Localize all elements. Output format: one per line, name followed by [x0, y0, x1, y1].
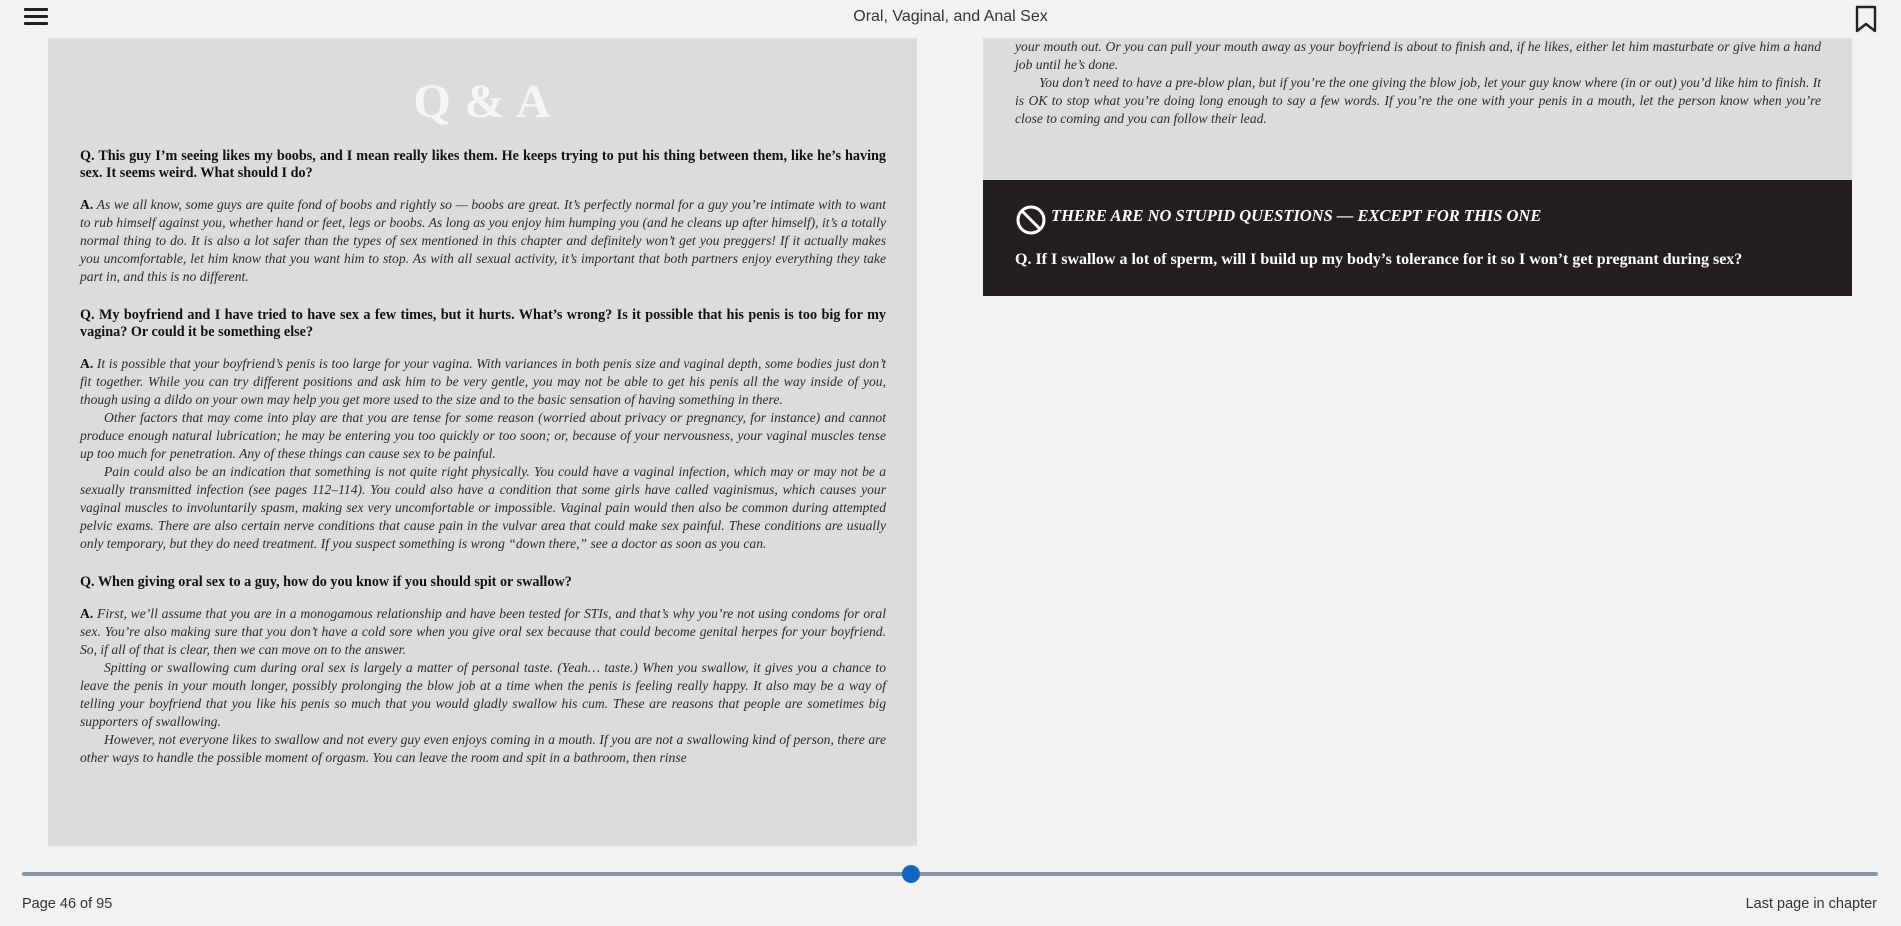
no-stupid-questions-callout: [983, 180, 1852, 296]
no-sign-icon: [1015, 204, 1047, 236]
left-page: [48, 38, 917, 846]
answer-paragraph: However, not everyone likes to swallow and not every guy even enjoys coming in a mouth. If you are not a swallowing kind of person, there are other ways to handle the possible moment of orgasm. You can leave the room and spit in a bathroom, then rinse: [80, 732, 886, 765]
answer-paragraph: [80, 355, 886, 409]
qa-content: [80, 148, 886, 767]
answer-label: A.: [80, 356, 94, 371]
answer-text: As we all know, some guys are quite fond of boobs and rightly so — boobs are great. It’s perfectly normal for a guy you’re intimate with to want to rub himself against you, whether hand or feet, legs or boobs. As long as you enjoy him humping you (and he cleans up after himself), it’s a totally normal thing to do. It is also a lot safer than the types of sex mentioned in this chapter and definitely won’t get you preggers! If it actually makes you uncomfortable, let him know that you want him to stop. As with all sexual activity, it’s important that both partners enjoy everything they take part in, and this is no different.: [80, 197, 886, 284]
question: Q. When giving oral sex to a guy, how do you know if you should spit or swallow?: [80, 574, 572, 590]
top-bar: [0, 0, 1901, 36]
bookmark-icon: [1854, 5, 1878, 33]
answer-paragraph: Other factors that may come into play are that you are tense for some reason (worried about privacy or pregnancy, for instance) and cannot produce enough natural lubrication; he may be entering you too quickly or too soon; or, because of your nervousness, your vaginal muscles tense up too much for penetration. Any of these things can cause sex to be painful.: [80, 410, 886, 461]
answer-paragraph: Spitting or swallowing cum during oral sex is largely a matter of personal taste. (Yeah… taste.) When you swallow, it gives you a chance to leave the penis in your mouth longer, possibly prolonging the blow job at a time when the penis is feeling really happy. It also may be a way of telling your boyfriend that you like his penis so much that you would gladly swallow his cum. These are reasons that people are sometimes big supporters of swallowing.: [80, 660, 886, 729]
bookmark-button[interactable]: [1854, 5, 1878, 33]
page-indicator: Page 46 of 95: [22, 896, 113, 912]
answer-paragraph: [80, 605, 886, 659]
answer-label: A.: [80, 197, 94, 212]
answer-text: It is possible that your boyfriend’s penis is too large for your vagina. With variances in both penis size and vaginal depth, some bodies just don’t fit together. While you can try different positions and ask him to be very gentle, you may not be able to get his penis all the way inside of you, though using a dildo on your own may help you get more used to the size and to the basic sensation of having something in there.: [80, 356, 887, 407]
page-slider-thumb[interactable]: [902, 865, 920, 883]
answer-paragraph: [80, 196, 886, 286]
qa-heading: Q & A: [413, 75, 552, 128]
right-page: [983, 38, 1852, 180]
answer-paragraph: Pain could also be an indication that something is not quite right physically. You could have a vaginal infection, which may or may not be a sexually transmitted infection (see pages 112–114). You could also have a condition that some girls have called vaginismus, which causes your vaginal muscles to involuntarily spasm, making sex very uncomfortable or impossible. Vaginal pain would then also be common during attempted pelvic exams. There are also certain nerve conditions that cause pain in the vulvar area that could make sex painful. These conditions are usually only temporary, but they do need treatment. If you suspect something is wrong “down there,” see a doctor as soon as you can.: [80, 464, 886, 551]
continued-paragraph: You don’t need to have a pre-blow plan, but if you’re the one giving the blow job, let your guy know where (in or out) you’d like him to finish. It is OK to stop what you’re doing long enough to say a few words. If you’re the one with your penis in a mouth, let the person know when you’re close to coming and you can follow their lead.: [1015, 75, 1821, 126]
page-slider-track[interactable]: [22, 872, 1878, 876]
continued-paragraph: your mouth out. Or you can pull your mouth away as your boyfriend is about to finish and, if he likes, either let him masturbate or give him a hand job until he’s done.: [1015, 39, 1821, 72]
callout-title: THERE ARE NO STUPID QUESTIONS — EXCEPT FOR THIS ONE: [1051, 206, 1542, 225]
answer-label: A.: [80, 606, 94, 621]
question: Q. This guy I’m seeing likes my boobs, and I mean really likes them. He keeps trying to put his thing between them, like he’s having sex. It seems weird. What should I do?: [80, 148, 886, 181]
answer-text: First, we’ll assume that you are in a monogamous relationship and have been tested for STIs, and that’s why you’re not using condoms for oral sex. You’re also making sure that you don’t have a cold sore when you give oral sex because that could become genital herpes for your boyfriend. So, if all of that is clear, then we can move on to the answer.: [80, 606, 886, 657]
right-content: [1015, 38, 1821, 128]
question: Q. My boyfriend and I have tried to have sex a few times, but it hurts. What’s wrong? Is it possible that his penis is too big for my vagina? Or could it be something else?: [80, 307, 886, 340]
callout-question: Q. If I swallow a lot of sperm, will I build up my body’s tolerance for it so I won’t get pregnant during sex?: [1015, 251, 1743, 268]
last-page-in-chapter-label: Last page in chapter: [1745, 896, 1877, 912]
chapter-title: Oral, Vaginal, and Anal Sex: [853, 8, 1048, 25]
